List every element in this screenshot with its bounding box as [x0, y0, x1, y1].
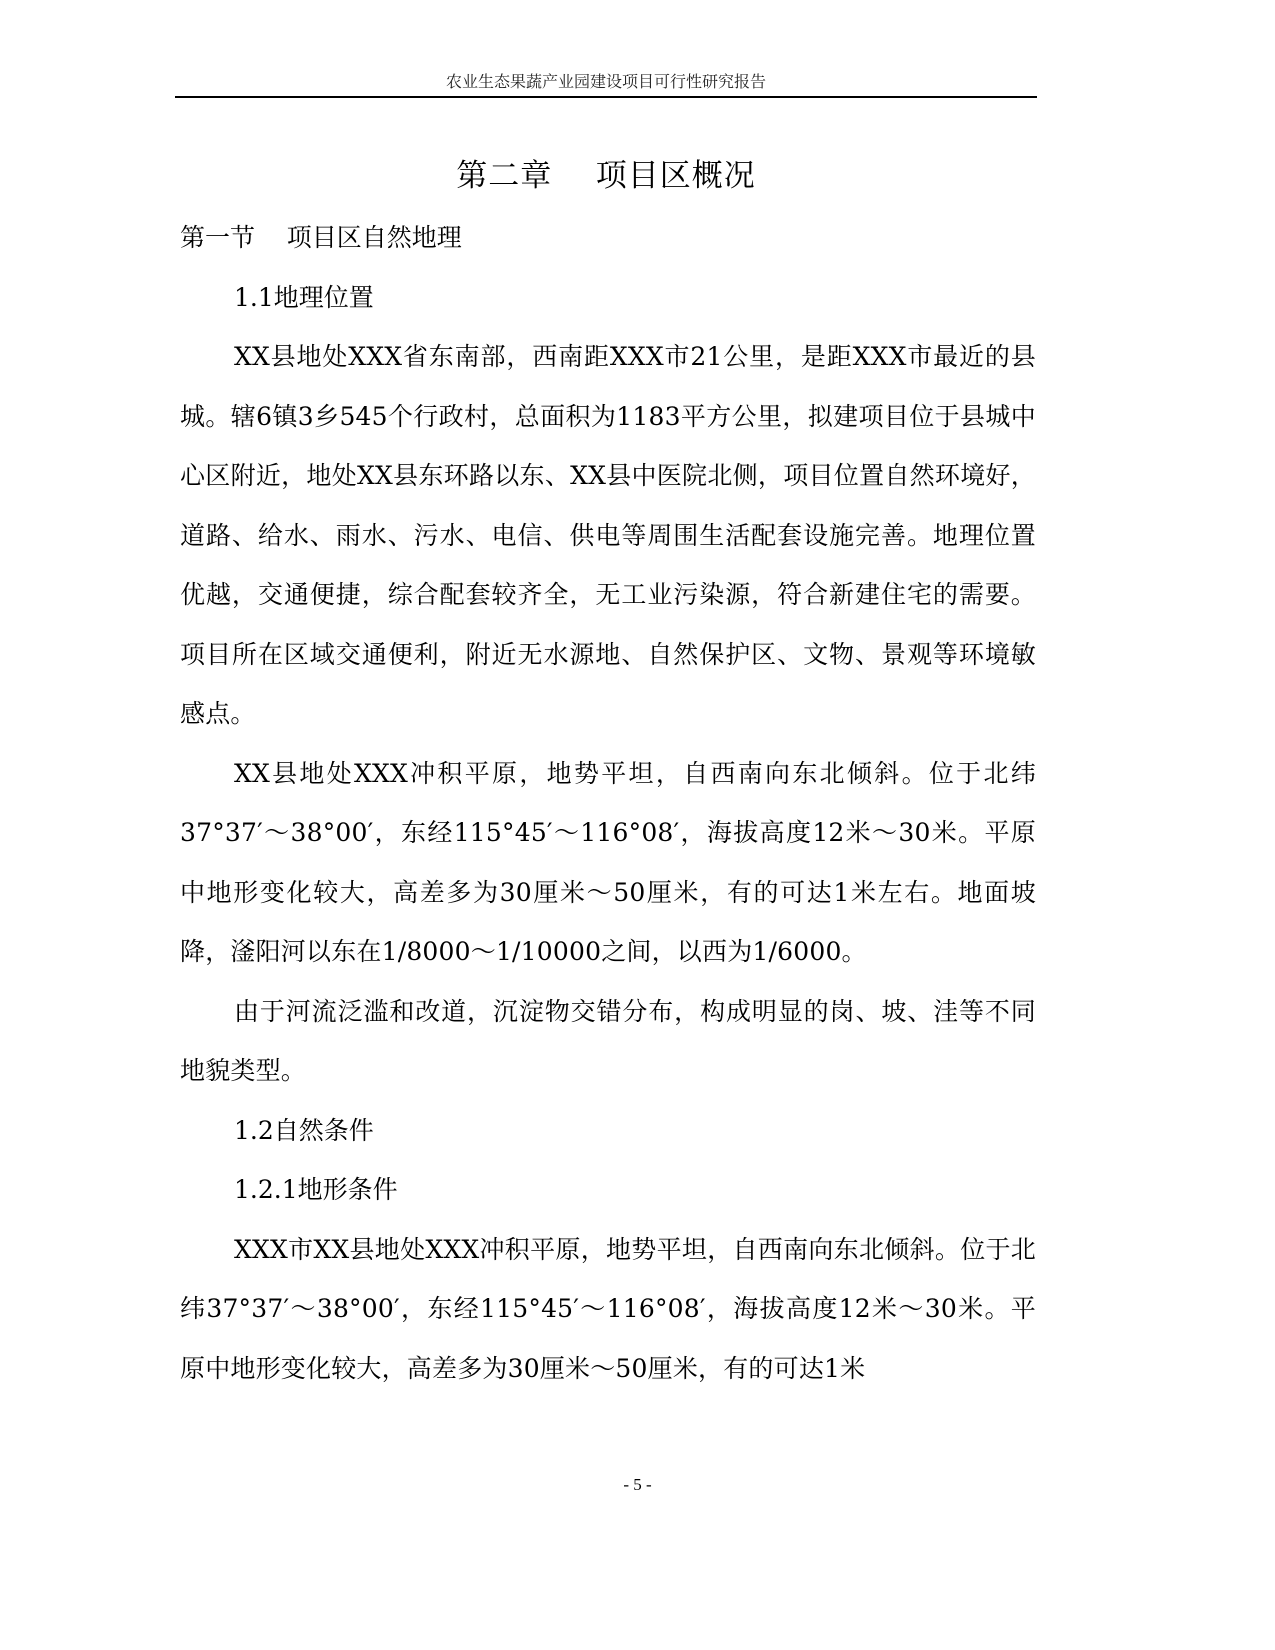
- subsection-title-natural-conditions: 1.2自然条件: [234, 1115, 374, 1145]
- section-title: 第一节 项目区自然地理: [180, 223, 462, 252]
- page-number: - 5 -: [623, 1475, 652, 1494]
- running-header: 农业生态果蔬产业园建设项目可行性研究报告: [445, 72, 766, 91]
- paragraph-landforms: 由于河流泛滥和改道，沉淀物交错分布，构成明显的岗、坡、洼等不同地貌类型。: [180, 996, 1036, 1085]
- paragraph-topography: XX县地处XXX冲积平原，地势平坦，自西南向东北倾斜。位于北纬37°37′～38°00′，东经115°45′～116°08′，海拔高度12米～30米。平原中地形变化较大，高差多为30厘米～50厘米，有的可达1米左右。地面坡降，滏阳河以东在1/8000～1/10000之间，以西为1/6000。: [180, 758, 1036, 966]
- header-rule: [175, 96, 1037, 98]
- document-body: [180, 208, 1036, 1398]
- paragraph-location: XX县地处XXX省东南部，西南距XXX市21公里，是距XXX市最近的县城。辖6镇3乡545个行政村，总面积为1183平方公里，拟建项目位于县城中心区附近，地处XX县东环路以东、XX县中医院北侧，项目位置自然环境好，道路、给水、雨水、污水、电信、供电等周围生活配套设施完善。地理位置优越，交通便捷，综合配套较齐全，无工业污染源，符合新建住宅的需要。项目所在区域交通便利，附近无水源地、自然保护区、文物、景观等环境敏感点。: [180, 342, 1036, 728]
- subsection-title-terrain-conditions: 1.2.1地形条件: [234, 1175, 398, 1204]
- chapter-title: 第二章 项目区概况: [456, 158, 756, 194]
- paragraph-terrain: XXX市XX县地处XXX冲积平原，地势平坦，自西南向东北倾斜。位于北纬37°37′～38°00′，东经115°45′～116°08′，海拔高度12米～30米。平原中地形变化较大，高差多为30厘米～50厘米，有的可达1米: [180, 1234, 1036, 1383]
- subsection-title-geo-location: 1.1地理位置: [234, 282, 374, 312]
